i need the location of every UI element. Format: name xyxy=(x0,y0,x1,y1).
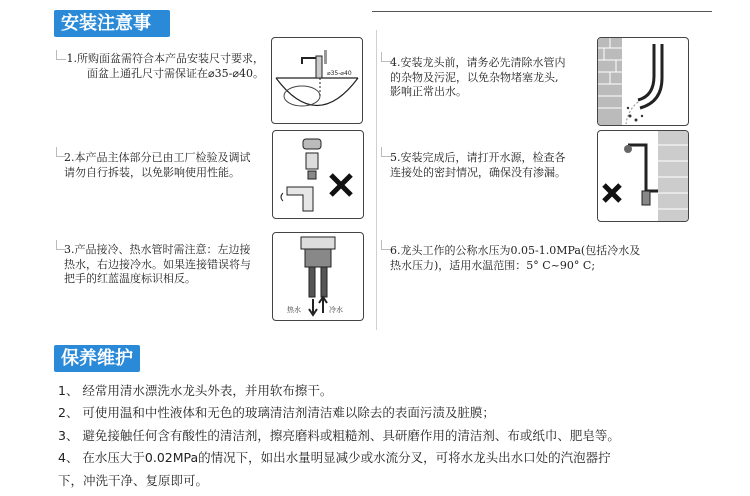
cold-water-label: 冷水 xyxy=(329,306,343,314)
install-item-2: 2.本产品主体部分已由工厂检验及调试 请勿自行拆装，以免影响使用性能。 xyxy=(64,151,251,179)
install-item-3: 3.产品接冷、热水管时需注意：左边接 热水，右边接冷水。如果连接错误将与 把手的红蓝温度标识相反。 xyxy=(64,243,251,285)
maintenance-header: 保养维护 xyxy=(54,345,140,372)
hot-water-label: 热水 xyxy=(287,306,301,314)
install-item-4: 4.安装龙头前，请务必先清除水管内 的杂物及污泥，以免杂物堵塞龙头, 影响正常出水。 xyxy=(390,56,566,98)
header-rule xyxy=(372,11,712,12)
disassembly-illustration xyxy=(272,130,364,219)
care-item-4-cont: 下，冲洗干净、复原即可。 xyxy=(58,473,209,488)
install-notes-header: 安装注意事项 xyxy=(54,10,170,37)
hole-size-label: ⌀35-⌀40 xyxy=(327,70,352,77)
care-item-4: 4、 在水压大于0.02MPa的情况下，如出水量明显减少或水流分叉，可将水龙头出水口处的汽泡器拧 xyxy=(58,450,611,465)
care-item-3: 3、 避免接触任何含有酸性的清洁剂，擦亮磨料或粗糙剂、具研磨作用的清洁剂、布或纸巾、肥皂等。 xyxy=(58,428,620,443)
install-item-1: 1.所购面盆需符合本产品安装尺寸要求， 面盆上通孔尺寸需保证在⌀35-⌀40。 xyxy=(66,52,264,80)
install-item-5: 5.安装完成后，请打开水源，检查各 连接处的密封情况，确保没有渗漏。 xyxy=(390,151,566,179)
install-item-6: 6.龙头工作的公称水压为0.05-1.0MPa(包括冷水及 热水压力)，适用水温范围：5° C~90° C; xyxy=(390,244,641,272)
pipe-flush-illustration xyxy=(597,37,689,126)
care-item-1: 1、 经常用清水漂洗水龙头外表，并用软布擦干。 xyxy=(58,383,333,398)
care-item-2: 2、 可使用温和中性液体和无色的玻璃清洁剂清洁难以除去的表面污渍及脏膜； xyxy=(58,405,495,420)
hose-connection-illustration xyxy=(272,232,364,321)
column-divider xyxy=(376,30,377,330)
basin-illustration xyxy=(271,37,363,124)
leak-check-illustration xyxy=(597,130,689,222)
